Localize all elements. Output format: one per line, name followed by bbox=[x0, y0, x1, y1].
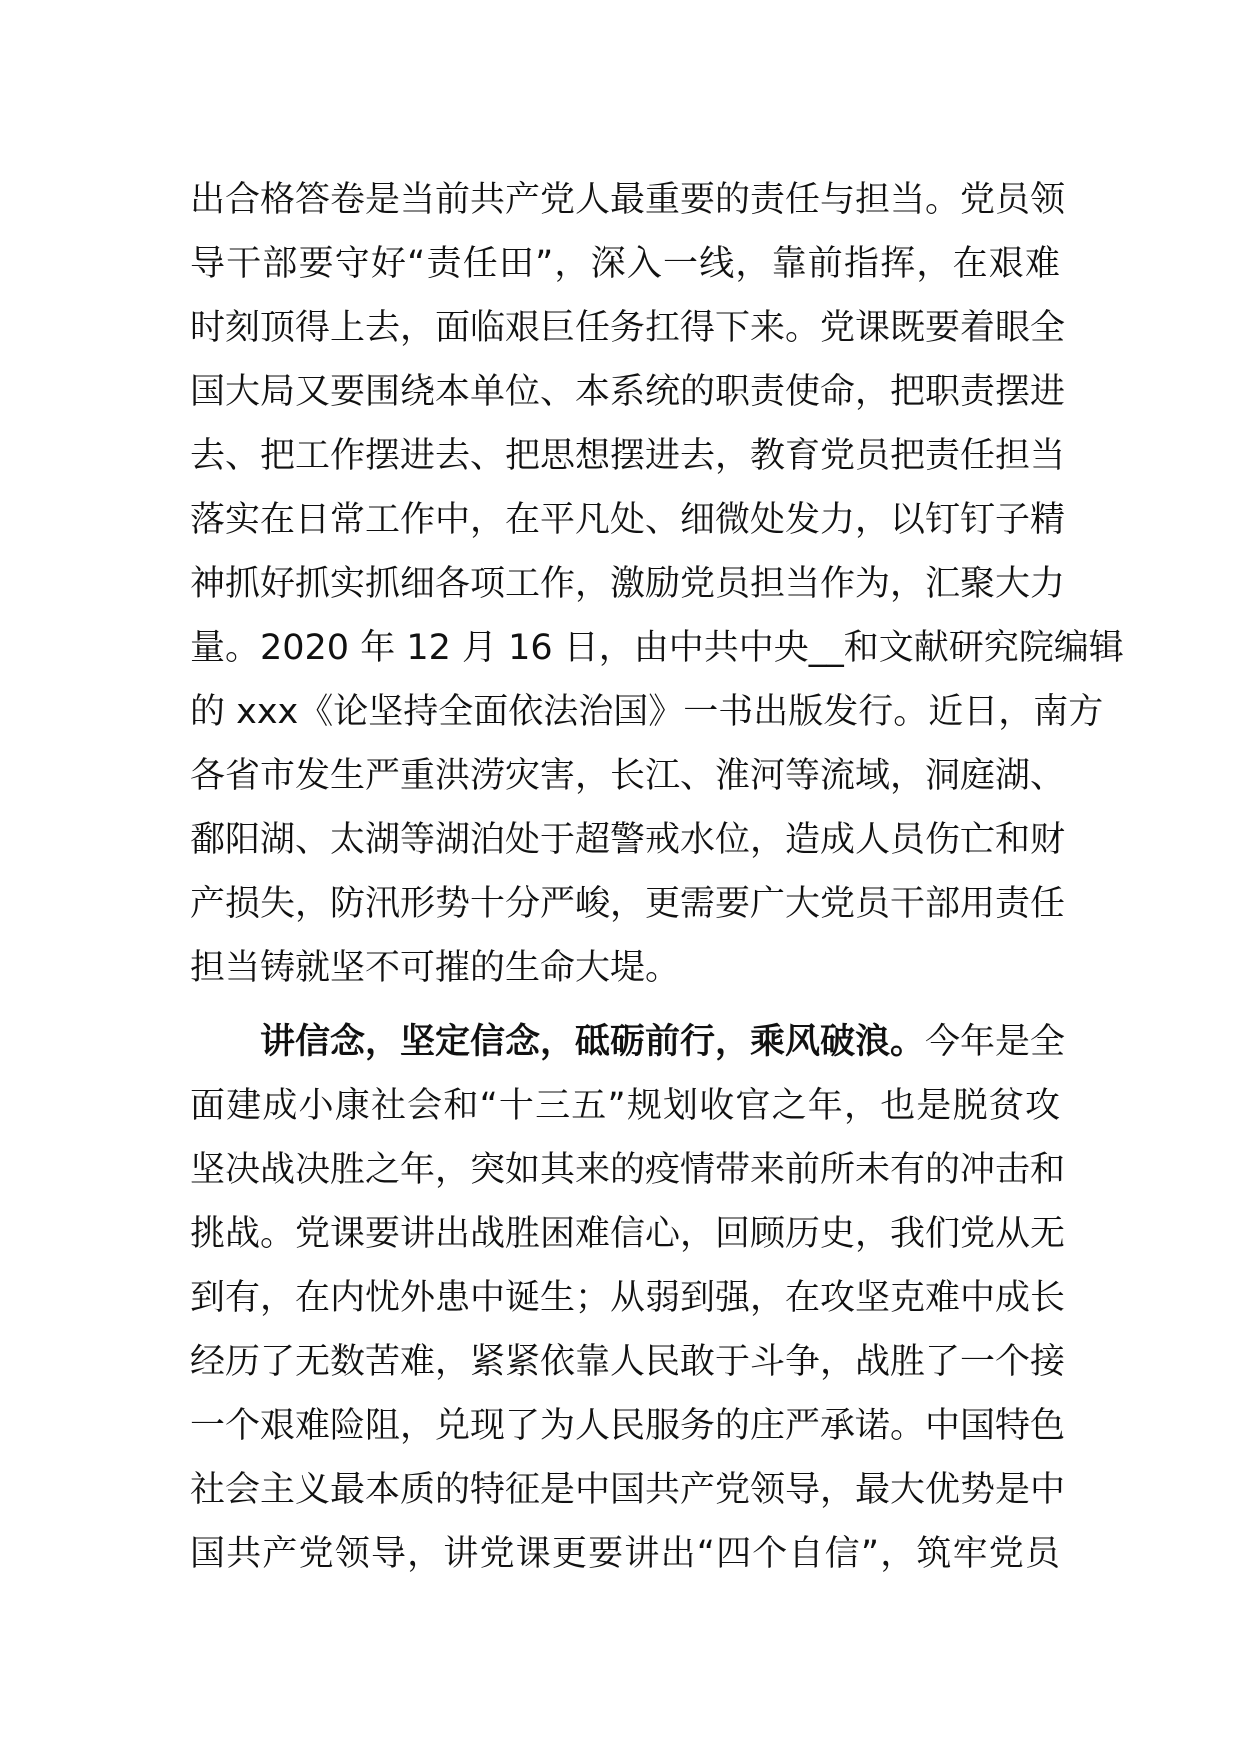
text-line: 落实在日常工作中，在平凡处、细微处发力，以钉钉子精 bbox=[190, 500, 1066, 540]
paragraph-first-line bbox=[190, 1010, 1066, 1074]
text-line: 量。2020 年 12 月 16 日，由中共中央__和文献研究院编辑 bbox=[190, 628, 1124, 668]
paragraph-2 bbox=[190, 1010, 1066, 1586]
text-line: 出合格答卷是当前共产党人最重要的责任与担当。党员领 bbox=[190, 180, 1066, 220]
paragraph-heading: 讲信念，坚定信念，砥砺前行，乘风破浪。 bbox=[260, 1022, 926, 1062]
text-line: 国大局又要围绕本单位、本系统的职责使命，把职责摆进 bbox=[190, 372, 1066, 412]
text-line: 时刻顶得上去，面临艰巨任务扛得下来。党课既要着眼全 bbox=[190, 308, 1066, 348]
text-line: 神抓好抓实抓细各项工作，激励党员担当作为，汇聚大力 bbox=[190, 564, 1066, 604]
text-line: 一个艰难险阻，兑现了为人民服务的庄严承诺。中国特色 bbox=[190, 1406, 1066, 1446]
text-line: 社会主义最本质的特征是中国共产党领导，最大优势是中 bbox=[190, 1470, 1066, 1510]
text-line: 到有，在内忧外患中诞生；从弱到强，在攻坚克难中成长 bbox=[190, 1278, 1066, 1318]
text-line: 面建成小康社会和“十三五”规划收官之年，也是脱贫攻 bbox=[190, 1086, 1060, 1126]
text-line: 各省市发生严重洪涝灾害，长江、淮河等流域，洞庭湖、 bbox=[190, 756, 1066, 796]
text-line: 挑战。党课要讲出战胜困难信心，回顾历史，我们党从无 bbox=[190, 1214, 1066, 1254]
text-line: 担当铸就坚不可摧的生命大堤。 bbox=[190, 948, 681, 988]
text-line: 的 xxx《论坚持全面依法治国》一书出版发行。近日，南方 bbox=[190, 692, 1104, 732]
paragraph-gap bbox=[190, 1000, 1060, 1010]
text-line: 产损失，防汛形势十分严峻，更需要广大党员干部用责任 bbox=[190, 884, 1066, 924]
paragraph-1 bbox=[190, 168, 1124, 1000]
text-line: 导干部要守好“责任田”，深入一线，靠前指挥，在艰难 bbox=[190, 244, 1060, 284]
heading-line-rest: 今年是全 bbox=[925, 1022, 1066, 1062]
body-text bbox=[190, 168, 1124, 1586]
text-line: 国共产党领导，讲党课更要讲出“四个自信”，筑牢党员 bbox=[190, 1534, 1060, 1574]
text-line: 经历了无数苦难，紧紧依靠人民敢于斗争，战胜了一个接 bbox=[190, 1342, 1066, 1382]
text-line: 鄱阳湖、太湖等湖泊处于超警戒水位，造成人员伤亡和财 bbox=[190, 820, 1066, 860]
text-line: 坚决战决胜之年，突如其来的疫情带来前所未有的冲击和 bbox=[190, 1150, 1066, 1190]
text-line: 去、把工作摆进去、把思想摆进去，教育党员把责任担当 bbox=[190, 436, 1066, 476]
